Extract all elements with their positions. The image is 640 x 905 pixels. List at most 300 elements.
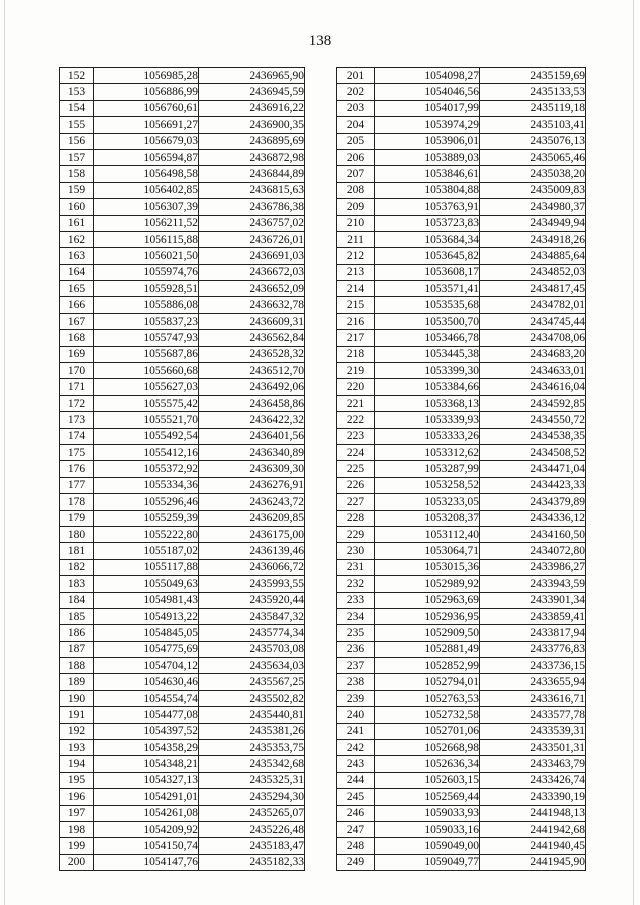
y-coordinate-cell: 2436652,09 xyxy=(199,281,305,297)
point-number-cell: 200 xyxy=(60,854,94,870)
y-coordinate-cell: 2433501,31 xyxy=(480,740,586,756)
x-coordinate-cell: 1056402,85 xyxy=(94,182,199,198)
point-number-cell: 193 xyxy=(60,740,94,756)
y-coordinate-cell: 2436609,31 xyxy=(199,313,305,329)
point-number-cell: 226 xyxy=(337,477,375,493)
point-number-cell: 247 xyxy=(337,821,375,837)
point-number-cell: 167 xyxy=(60,313,94,329)
y-coordinate-cell: 2436175,00 xyxy=(199,526,305,542)
y-coordinate-cell: 2436900,35 xyxy=(199,117,305,133)
point-number-cell: 227 xyxy=(337,494,375,510)
x-coordinate-cell: 1053333,26 xyxy=(375,428,480,444)
table-row xyxy=(60,428,305,444)
table-row xyxy=(60,117,305,133)
x-coordinate-cell: 1054046,56 xyxy=(375,84,480,100)
table-row xyxy=(60,641,305,657)
y-coordinate-cell: 2436562,84 xyxy=(199,330,305,346)
x-coordinate-cell: 1053684,34 xyxy=(375,231,480,247)
x-coordinate-cell: 1053368,13 xyxy=(375,395,480,411)
point-number-cell: 207 xyxy=(337,166,375,182)
y-coordinate-cell: 2433616,71 xyxy=(480,690,586,706)
x-coordinate-cell: 1055296,46 xyxy=(94,494,199,510)
point-number-cell: 184 xyxy=(60,592,94,608)
y-coordinate-cell: 2435265,07 xyxy=(199,805,305,821)
table-row xyxy=(337,264,586,280)
x-coordinate-cell: 1056115,88 xyxy=(94,231,199,247)
point-number-cell: 164 xyxy=(60,264,94,280)
table-row xyxy=(337,707,586,723)
point-number-cell: 232 xyxy=(337,576,375,592)
table-row xyxy=(337,199,586,215)
point-number-cell: 165 xyxy=(60,281,94,297)
y-coordinate-cell: 2434852,03 xyxy=(480,264,586,280)
table-row xyxy=(337,740,586,756)
table-row xyxy=(337,838,586,854)
x-coordinate-cell: 1055837,23 xyxy=(94,313,199,329)
point-number-cell: 234 xyxy=(337,608,375,624)
table-row xyxy=(60,84,305,100)
point-number-cell: 221 xyxy=(337,395,375,411)
y-coordinate-cell: 2436340,89 xyxy=(199,444,305,460)
x-coordinate-cell: 1055492,54 xyxy=(94,428,199,444)
y-coordinate-cell: 2436757,02 xyxy=(199,215,305,231)
table-row xyxy=(337,133,586,149)
table-row xyxy=(337,346,586,362)
table-row xyxy=(60,707,305,723)
x-coordinate-cell: 1054147,76 xyxy=(94,854,199,870)
point-number-cell: 230 xyxy=(337,543,375,559)
table-row xyxy=(337,461,586,477)
point-number-cell: 152 xyxy=(60,68,94,84)
x-coordinate-cell: 1056307,39 xyxy=(94,199,199,215)
point-number-cell: 225 xyxy=(337,461,375,477)
point-number-cell: 205 xyxy=(337,133,375,149)
point-number-cell: 190 xyxy=(60,690,94,706)
x-coordinate-cell: 1056498,58 xyxy=(94,166,199,182)
point-number-cell: 242 xyxy=(337,740,375,756)
y-coordinate-cell: 2441940,45 xyxy=(480,838,586,854)
y-coordinate-cell: 2435993,55 xyxy=(199,576,305,592)
table-row xyxy=(337,428,586,444)
scan-edge-left xyxy=(4,0,5,905)
table-row xyxy=(337,248,586,264)
point-number-cell: 154 xyxy=(60,100,94,116)
x-coordinate-cell: 1054630,46 xyxy=(94,674,199,690)
y-coordinate-cell: 2435065,46 xyxy=(480,149,586,165)
y-coordinate-cell: 2435133,53 xyxy=(480,84,586,100)
x-coordinate-cell: 1053258,52 xyxy=(375,477,480,493)
table-row xyxy=(60,330,305,346)
point-number-cell: 198 xyxy=(60,821,94,837)
y-coordinate-cell: 2436401,56 xyxy=(199,428,305,444)
table-row xyxy=(60,608,305,624)
y-coordinate-cell: 2433736,15 xyxy=(480,658,586,674)
table-row xyxy=(337,100,586,116)
point-number-cell: 185 xyxy=(60,608,94,624)
y-coordinate-cell: 2434471,04 xyxy=(480,461,586,477)
x-coordinate-cell: 1056021,50 xyxy=(94,248,199,264)
table-row xyxy=(60,723,305,739)
point-number-cell: 174 xyxy=(60,428,94,444)
point-number-cell: 223 xyxy=(337,428,375,444)
y-coordinate-cell: 2434633,01 xyxy=(480,363,586,379)
x-coordinate-cell: 1054981,43 xyxy=(94,592,199,608)
table-row xyxy=(337,231,586,247)
point-number-cell: 215 xyxy=(337,297,375,313)
table-row xyxy=(337,68,586,84)
x-coordinate-cell: 1053645,82 xyxy=(375,248,480,264)
point-number-cell: 204 xyxy=(337,117,375,133)
y-coordinate-cell: 2434980,37 xyxy=(480,199,586,215)
y-coordinate-cell: 2441942,68 xyxy=(480,821,586,837)
table-row xyxy=(337,510,586,526)
x-coordinate-cell: 1053112,40 xyxy=(375,526,480,542)
point-number-cell: 239 xyxy=(337,690,375,706)
point-number-cell: 177 xyxy=(60,477,94,493)
x-coordinate-cell: 1056211,52 xyxy=(94,215,199,231)
y-coordinate-cell: 2434072,80 xyxy=(480,543,586,559)
table-row xyxy=(60,772,305,788)
table-row xyxy=(337,330,586,346)
point-number-cell: 240 xyxy=(337,707,375,723)
x-coordinate-cell: 1055575,42 xyxy=(94,395,199,411)
table-row xyxy=(337,149,586,165)
table-row xyxy=(60,674,305,690)
y-coordinate-cell: 2434708,06 xyxy=(480,330,586,346)
x-coordinate-cell: 1052763,53 xyxy=(375,690,480,706)
x-coordinate-cell: 1053723,83 xyxy=(375,215,480,231)
point-number-cell: 214 xyxy=(337,281,375,297)
table-row xyxy=(337,625,586,641)
table-row xyxy=(337,821,586,837)
y-coordinate-cell: 2436872,98 xyxy=(199,149,305,165)
table-row xyxy=(337,395,586,411)
table-row xyxy=(60,248,305,264)
x-coordinate-cell: 1055687,86 xyxy=(94,346,199,362)
point-number-cell: 231 xyxy=(337,559,375,575)
x-coordinate-cell: 1053500,70 xyxy=(375,313,480,329)
table-row xyxy=(337,215,586,231)
point-number-cell: 248 xyxy=(337,838,375,854)
x-coordinate-cell: 1054704,12 xyxy=(94,658,199,674)
point-number-cell: 212 xyxy=(337,248,375,264)
point-number-cell: 202 xyxy=(337,84,375,100)
table-row xyxy=(60,854,305,870)
point-number-cell: 188 xyxy=(60,658,94,674)
table-row xyxy=(337,297,586,313)
y-coordinate-cell: 2434538,35 xyxy=(480,428,586,444)
point-number-cell: 171 xyxy=(60,379,94,395)
point-number-cell: 243 xyxy=(337,756,375,772)
y-coordinate-cell: 2435226,48 xyxy=(199,821,305,837)
x-coordinate-cell: 1053846,61 xyxy=(375,166,480,182)
point-number-cell: 208 xyxy=(337,182,375,198)
table-row xyxy=(60,68,305,84)
point-number-cell: 181 xyxy=(60,543,94,559)
x-coordinate-cell: 1054261,08 xyxy=(94,805,199,821)
y-coordinate-cell: 2436309,30 xyxy=(199,461,305,477)
point-number-cell: 176 xyxy=(60,461,94,477)
x-coordinate-cell: 1052989,92 xyxy=(375,576,480,592)
y-coordinate-cell: 2434550,72 xyxy=(480,412,586,428)
point-number-cell: 189 xyxy=(60,674,94,690)
y-coordinate-cell: 2434885,64 xyxy=(480,248,586,264)
x-coordinate-cell: 1056679,03 xyxy=(94,133,199,149)
table-row xyxy=(60,805,305,821)
y-coordinate-cell: 2435703,08 xyxy=(199,641,305,657)
table-row xyxy=(60,395,305,411)
y-coordinate-cell: 2433539,31 xyxy=(480,723,586,739)
table-row xyxy=(60,543,305,559)
y-coordinate-cell: 2441948,13 xyxy=(480,805,586,821)
table-row xyxy=(337,412,586,428)
scan-edge-right xyxy=(633,0,634,905)
point-number-cell: 187 xyxy=(60,641,94,657)
point-number-cell: 236 xyxy=(337,641,375,657)
table-row xyxy=(60,625,305,641)
x-coordinate-cell: 1054397,52 xyxy=(94,723,199,739)
y-coordinate-cell: 2433859,41 xyxy=(480,608,586,624)
x-coordinate-cell: 1055521,70 xyxy=(94,412,199,428)
y-coordinate-cell: 2435774,34 xyxy=(199,625,305,641)
x-coordinate-cell: 1054775,69 xyxy=(94,641,199,657)
y-coordinate-cell: 2435119,18 xyxy=(480,100,586,116)
table-row xyxy=(60,838,305,854)
point-number-cell: 222 xyxy=(337,412,375,428)
table-row xyxy=(60,592,305,608)
y-coordinate-cell: 2436726,01 xyxy=(199,231,305,247)
x-coordinate-cell: 1059049,00 xyxy=(375,838,480,854)
x-coordinate-cell: 1052852,99 xyxy=(375,658,480,674)
y-coordinate-cell: 2435353,75 xyxy=(199,740,305,756)
y-coordinate-cell: 2435325,31 xyxy=(199,772,305,788)
table-row xyxy=(337,526,586,542)
x-coordinate-cell: 1054150,74 xyxy=(94,838,199,854)
point-number-cell: 156 xyxy=(60,133,94,149)
y-coordinate-cell: 2436916,22 xyxy=(199,100,305,116)
y-coordinate-cell: 2434423,33 xyxy=(480,477,586,493)
y-coordinate-cell: 2434782,01 xyxy=(480,297,586,313)
point-number-cell: 160 xyxy=(60,199,94,215)
x-coordinate-cell: 1055747,93 xyxy=(94,330,199,346)
x-coordinate-cell: 1053312,62 xyxy=(375,444,480,460)
table-row xyxy=(60,215,305,231)
x-coordinate-cell: 1053015,36 xyxy=(375,559,480,575)
x-coordinate-cell: 1054291,01 xyxy=(94,789,199,805)
y-coordinate-cell: 2434745,44 xyxy=(480,313,586,329)
x-coordinate-cell: 1053208,37 xyxy=(375,510,480,526)
y-coordinate-cell: 2436632,78 xyxy=(199,297,305,313)
y-coordinate-cell: 2435342,68 xyxy=(199,756,305,772)
x-coordinate-cell: 1052909,50 xyxy=(375,625,480,641)
point-number-cell: 201 xyxy=(337,68,375,84)
table-row xyxy=(337,608,586,624)
point-number-cell: 157 xyxy=(60,149,94,165)
point-number-cell: 217 xyxy=(337,330,375,346)
table-row xyxy=(337,477,586,493)
x-coordinate-cell: 1052701,06 xyxy=(375,723,480,739)
y-coordinate-cell: 2433901,34 xyxy=(480,592,586,608)
x-coordinate-cell: 1052569,44 xyxy=(375,789,480,805)
x-coordinate-cell: 1059033,16 xyxy=(375,821,480,837)
x-coordinate-cell: 1053763,91 xyxy=(375,199,480,215)
x-coordinate-cell: 1053535,68 xyxy=(375,297,480,313)
y-coordinate-cell: 2436528,32 xyxy=(199,346,305,362)
y-coordinate-cell: 2434949,94 xyxy=(480,215,586,231)
table-row xyxy=(337,379,586,395)
y-coordinate-cell: 2435182,33 xyxy=(199,854,305,870)
x-coordinate-cell: 1052668,98 xyxy=(375,740,480,756)
point-number-cell: 228 xyxy=(337,510,375,526)
x-coordinate-cell: 1055627,03 xyxy=(94,379,199,395)
x-coordinate-cell: 1053974,29 xyxy=(375,117,480,133)
x-coordinate-cell: 1054098,27 xyxy=(375,68,480,84)
x-coordinate-cell: 1053571,41 xyxy=(375,281,480,297)
x-coordinate-cell: 1053339,93 xyxy=(375,412,480,428)
table-row xyxy=(60,199,305,215)
table-row xyxy=(337,658,586,674)
y-coordinate-cell: 2435038,20 xyxy=(480,166,586,182)
x-coordinate-cell: 1056594,87 xyxy=(94,149,199,165)
x-coordinate-cell: 1055049,63 xyxy=(94,576,199,592)
x-coordinate-cell: 1054017,99 xyxy=(375,100,480,116)
x-coordinate-cell: 1054358,29 xyxy=(94,740,199,756)
y-coordinate-cell: 2435920,44 xyxy=(199,592,305,608)
y-coordinate-cell: 2441945,90 xyxy=(480,854,586,870)
x-coordinate-cell: 1052636,34 xyxy=(375,756,480,772)
y-coordinate-cell: 2436139,46 xyxy=(199,543,305,559)
x-coordinate-cell: 1052881,49 xyxy=(375,641,480,657)
point-number-cell: 246 xyxy=(337,805,375,821)
table-row xyxy=(60,100,305,116)
x-coordinate-cell: 1053608,17 xyxy=(375,264,480,280)
point-number-cell: 219 xyxy=(337,363,375,379)
y-coordinate-cell: 2436243,72 xyxy=(199,494,305,510)
point-number-cell: 180 xyxy=(60,526,94,542)
table-row xyxy=(60,346,305,362)
coordinates-table-right xyxy=(336,67,586,871)
point-number-cell: 162 xyxy=(60,231,94,247)
point-number-cell: 203 xyxy=(337,100,375,116)
table-row xyxy=(337,576,586,592)
point-number-cell: 196 xyxy=(60,789,94,805)
table-row xyxy=(60,313,305,329)
point-number-cell: 195 xyxy=(60,772,94,788)
table-row xyxy=(337,559,586,575)
point-number-cell: 172 xyxy=(60,395,94,411)
x-coordinate-cell: 1053889,03 xyxy=(375,149,480,165)
x-coordinate-cell: 1055974,76 xyxy=(94,264,199,280)
table-row xyxy=(60,821,305,837)
table-row xyxy=(60,658,305,674)
y-coordinate-cell: 2434379,89 xyxy=(480,494,586,510)
table-row xyxy=(337,641,586,657)
x-coordinate-cell: 1052936,95 xyxy=(375,608,480,624)
table-row xyxy=(337,84,586,100)
y-coordinate-cell: 2436945,59 xyxy=(199,84,305,100)
y-coordinate-cell: 2433426,74 xyxy=(480,772,586,788)
point-number-cell: 233 xyxy=(337,592,375,608)
y-coordinate-cell: 2435440,81 xyxy=(199,707,305,723)
y-coordinate-cell: 2434592,85 xyxy=(480,395,586,411)
y-coordinate-cell: 2435634,03 xyxy=(199,658,305,674)
point-number-cell: 210 xyxy=(337,215,375,231)
x-coordinate-cell: 1053906,01 xyxy=(375,133,480,149)
y-coordinate-cell: 2436276,91 xyxy=(199,477,305,493)
table-row xyxy=(337,313,586,329)
point-number-cell: 158 xyxy=(60,166,94,182)
page-number: 138 xyxy=(308,33,332,49)
y-coordinate-cell: 2435159,69 xyxy=(480,68,586,84)
x-coordinate-cell: 1052794,01 xyxy=(375,674,480,690)
x-coordinate-cell: 1055334,36 xyxy=(94,477,199,493)
table-row xyxy=(60,690,305,706)
point-number-cell: 186 xyxy=(60,625,94,641)
y-coordinate-cell: 2436895,69 xyxy=(199,133,305,149)
point-number-cell: 216 xyxy=(337,313,375,329)
table-row xyxy=(60,166,305,182)
table-row xyxy=(60,559,305,575)
x-coordinate-cell: 1053233,05 xyxy=(375,494,480,510)
y-coordinate-cell: 2433390,19 xyxy=(480,789,586,805)
y-coordinate-cell: 2435567,25 xyxy=(199,674,305,690)
y-coordinate-cell: 2436209,85 xyxy=(199,510,305,526)
y-coordinate-cell: 2435076,13 xyxy=(480,133,586,149)
table-row xyxy=(337,723,586,739)
y-coordinate-cell: 2434817,45 xyxy=(480,281,586,297)
y-coordinate-cell: 2433577,78 xyxy=(480,707,586,723)
y-coordinate-cell: 2435847,32 xyxy=(199,608,305,624)
coordinates-table-left xyxy=(59,67,305,871)
point-number-cell: 238 xyxy=(337,674,375,690)
y-coordinate-cell: 2434336,12 xyxy=(480,510,586,526)
y-coordinate-cell: 2436965,90 xyxy=(199,68,305,84)
y-coordinate-cell: 2433463,79 xyxy=(480,756,586,772)
point-number-cell: 192 xyxy=(60,723,94,739)
point-number-cell: 241 xyxy=(337,723,375,739)
y-coordinate-cell: 2435103,41 xyxy=(480,117,586,133)
table-row xyxy=(337,772,586,788)
point-number-cell: 170 xyxy=(60,363,94,379)
point-number-cell: 153 xyxy=(60,84,94,100)
x-coordinate-cell: 1056886,99 xyxy=(94,84,199,100)
x-coordinate-cell: 1053384,66 xyxy=(375,379,480,395)
table-row xyxy=(60,510,305,526)
point-number-cell: 191 xyxy=(60,707,94,723)
y-coordinate-cell: 2433776,83 xyxy=(480,641,586,657)
point-number-cell: 166 xyxy=(60,297,94,313)
point-number-cell: 159 xyxy=(60,182,94,198)
x-coordinate-cell: 1054913,22 xyxy=(94,608,199,624)
point-number-cell: 229 xyxy=(337,526,375,542)
table-row xyxy=(60,379,305,395)
table-row xyxy=(60,740,305,756)
y-coordinate-cell: 2436672,03 xyxy=(199,264,305,280)
x-coordinate-cell: 1059033,93 xyxy=(375,805,480,821)
table-row xyxy=(60,756,305,772)
table-row xyxy=(337,690,586,706)
y-coordinate-cell: 2436066,72 xyxy=(199,559,305,575)
x-coordinate-cell: 1055660,68 xyxy=(94,363,199,379)
table-row xyxy=(60,149,305,165)
point-number-cell: 199 xyxy=(60,838,94,854)
point-number-cell: 182 xyxy=(60,559,94,575)
y-coordinate-cell: 2436844,89 xyxy=(199,166,305,182)
x-coordinate-cell: 1054477,08 xyxy=(94,707,199,723)
x-coordinate-cell: 1055412,16 xyxy=(94,444,199,460)
y-coordinate-cell: 2433943,59 xyxy=(480,576,586,592)
point-number-cell: 244 xyxy=(337,772,375,788)
